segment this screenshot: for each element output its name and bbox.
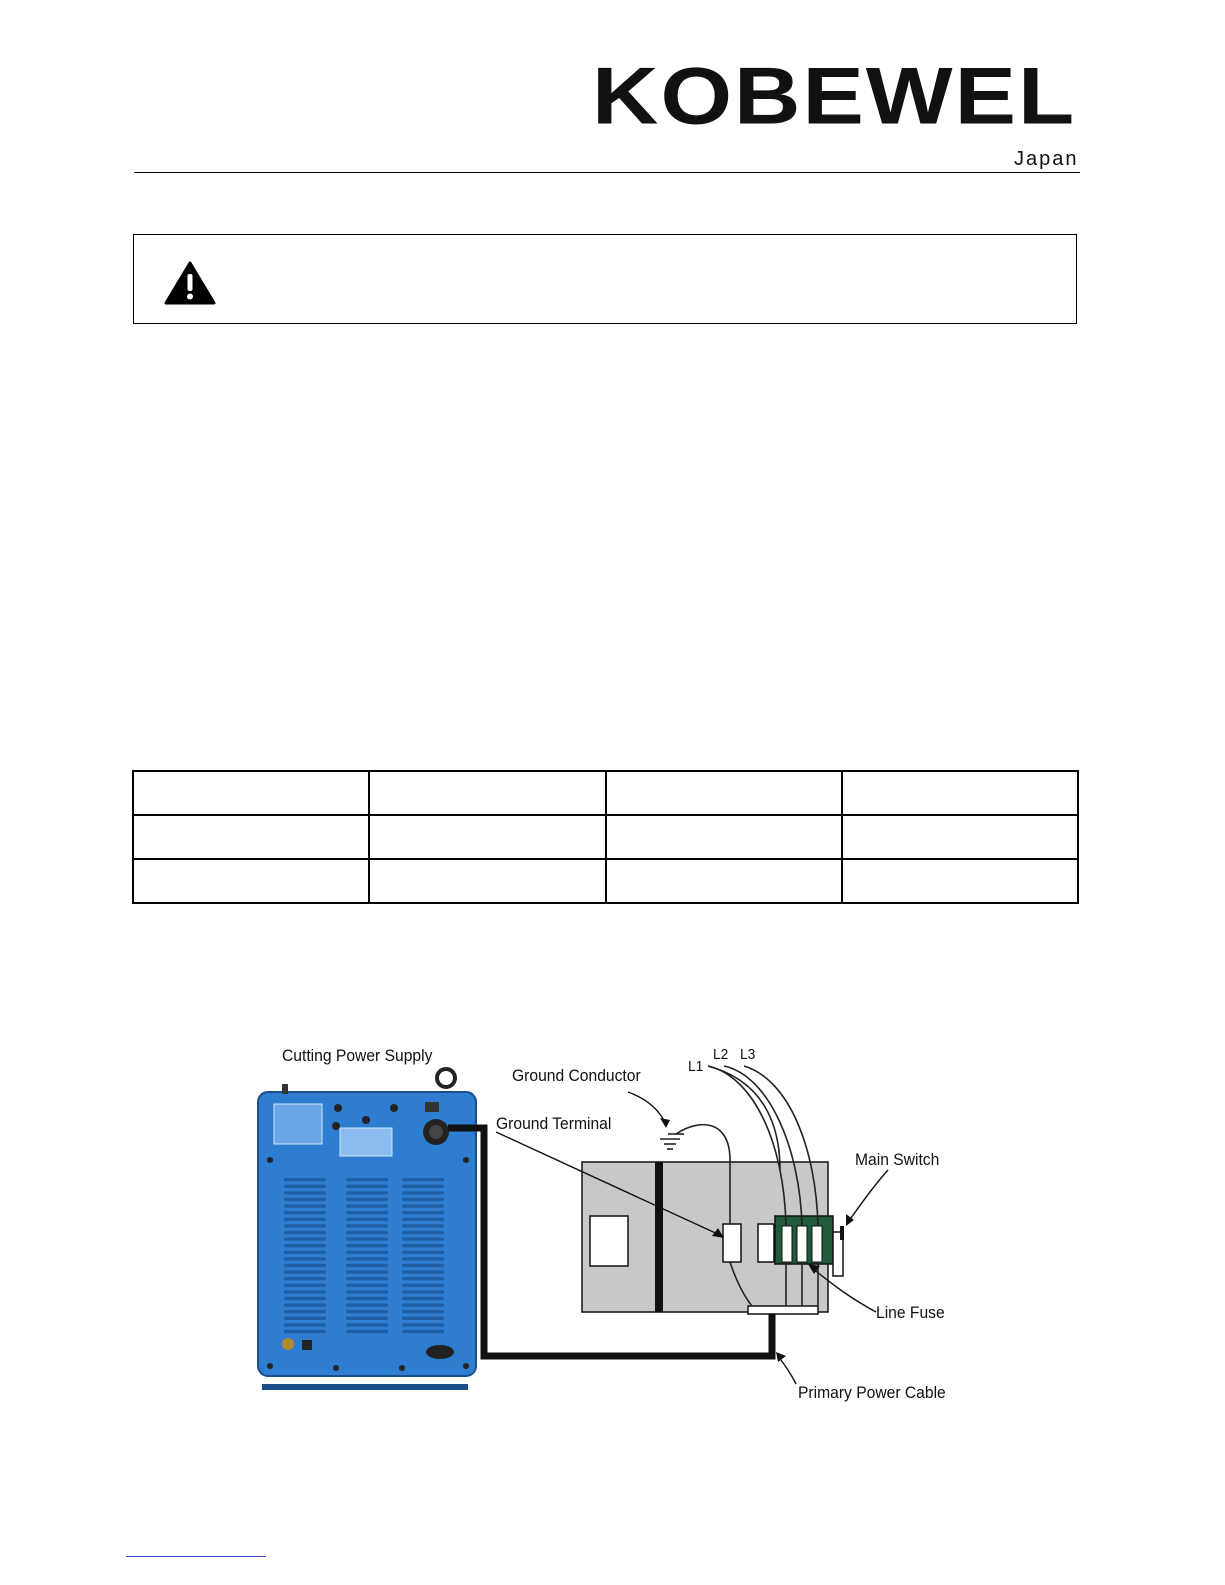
vent-slot: [284, 1323, 326, 1326]
vent-slot: [346, 1277, 388, 1280]
label-ground-conductor: Ground Conductor: [512, 1066, 641, 1085]
table-cell: [133, 859, 369, 903]
vent-slot: [346, 1218, 388, 1221]
vent-slot: [402, 1310, 444, 1313]
disconnect-panel: [582, 1162, 844, 1314]
label-ground-terminal: Ground Terminal: [496, 1114, 612, 1133]
header-divider: [134, 172, 1080, 173]
vent-slot: [284, 1277, 326, 1280]
vent-slot: [402, 1270, 444, 1273]
vent-slot: [284, 1317, 326, 1320]
vent-slot: [402, 1297, 444, 1300]
brand-logo: KOBEWEL: [592, 51, 1077, 142]
vent-slot: [284, 1257, 326, 1260]
table-cell: [133, 771, 369, 815]
connection-diagram: [0, 1000, 1225, 1440]
vent-slot: [402, 1323, 444, 1326]
vent-slot: [346, 1224, 388, 1227]
vent-slot: [346, 1198, 388, 1201]
vent-slot: [402, 1290, 444, 1293]
label-primary-power-cable: Primary Power Cable: [798, 1383, 946, 1402]
vent-slot: [346, 1310, 388, 1313]
vent-slot: [284, 1231, 326, 1234]
vent-slot: [346, 1185, 388, 1188]
table-row: [133, 771, 1078, 815]
vent-slot: [284, 1330, 326, 1333]
vent-slot: [346, 1211, 388, 1214]
vent-slot: [284, 1224, 326, 1227]
table-row: [133, 859, 1078, 903]
power-supply-unit: [258, 1069, 476, 1390]
vent-slot: [346, 1178, 388, 1181]
vent-slot: [284, 1244, 326, 1247]
table-cell: [369, 859, 605, 903]
vent-slot: [346, 1244, 388, 1247]
vent-slot: [284, 1218, 326, 1221]
vent-slot: [402, 1198, 444, 1201]
spec-table: [132, 770, 1079, 904]
vent-slot: [346, 1251, 388, 1254]
warning-triangle-icon: [164, 261, 216, 305]
label-l2: L2: [713, 1046, 729, 1063]
vent-slot: [402, 1284, 444, 1287]
vent-slot: [284, 1237, 326, 1240]
vent-slot: [402, 1191, 444, 1194]
vent-slot: [346, 1317, 388, 1320]
table-row: [133, 815, 1078, 859]
brand-country: Japan: [1014, 148, 1079, 170]
table-cell: [842, 859, 1078, 903]
vent-slot: [284, 1204, 326, 1207]
vent-slot: [284, 1310, 326, 1313]
ground-symbol: [660, 1134, 684, 1149]
label-l1: L1: [688, 1058, 704, 1075]
vent-slot: [284, 1264, 326, 1267]
table-cell: [606, 815, 842, 859]
table-cell: [842, 771, 1078, 815]
vent-slot: [402, 1185, 444, 1188]
vent-slot: [402, 1204, 444, 1207]
vent-slot: [346, 1303, 388, 1306]
vent-slot: [284, 1303, 326, 1306]
vent-slot: [402, 1277, 444, 1280]
vent-slot: [284, 1297, 326, 1300]
vent-slot: [284, 1185, 326, 1188]
vent-slot: [284, 1284, 326, 1287]
vent-slot: [402, 1237, 444, 1240]
vent-slot: [284, 1198, 326, 1201]
vent-slot: [402, 1218, 444, 1221]
vent-slot: [402, 1231, 444, 1234]
vent-slot: [346, 1264, 388, 1267]
vent-slot: [284, 1211, 326, 1214]
vent-slot: [346, 1330, 388, 1333]
vent-slot: [402, 1257, 444, 1260]
vent-slot: [284, 1270, 326, 1273]
footer-link-underline: [126, 1556, 266, 1557]
label-main-switch: Main Switch: [855, 1150, 940, 1169]
vent-slot: [346, 1290, 388, 1293]
label-l3: L3: [740, 1046, 756, 1063]
vent-slot: [284, 1191, 326, 1194]
vent-slot: [346, 1270, 388, 1273]
table-cell: [133, 815, 369, 859]
vent-slot: [402, 1211, 444, 1214]
vent-slot: [402, 1330, 444, 1333]
table-cell: [606, 771, 842, 815]
vent-slot: [402, 1264, 444, 1267]
vent-slot: [284, 1178, 326, 1181]
vent-slot: [402, 1251, 444, 1254]
label-cutting-power-supply: Cutting Power Supply: [282, 1046, 433, 1065]
vent-slot: [346, 1297, 388, 1300]
vent-slot: [402, 1224, 444, 1227]
vent-slot: [284, 1290, 326, 1293]
vent-slot: [402, 1244, 444, 1247]
vent-slot: [346, 1231, 388, 1234]
vent-slot: [346, 1204, 388, 1207]
vent-slot: [346, 1257, 388, 1260]
table-cell: [369, 771, 605, 815]
vent-slot: [346, 1191, 388, 1194]
table-cell: [369, 815, 605, 859]
label-line-fuse: Line Fuse: [876, 1303, 945, 1322]
table-cell: [842, 815, 1078, 859]
vent-slot: [346, 1323, 388, 1326]
warning-box: [133, 234, 1077, 324]
vent-slot: [346, 1284, 388, 1287]
vent-slot: [284, 1251, 326, 1254]
table-cell: [606, 859, 842, 903]
vent-slot: [402, 1317, 444, 1320]
vent-slot: [402, 1178, 444, 1181]
vent-slot: [402, 1303, 444, 1306]
vent-slot: [346, 1237, 388, 1240]
